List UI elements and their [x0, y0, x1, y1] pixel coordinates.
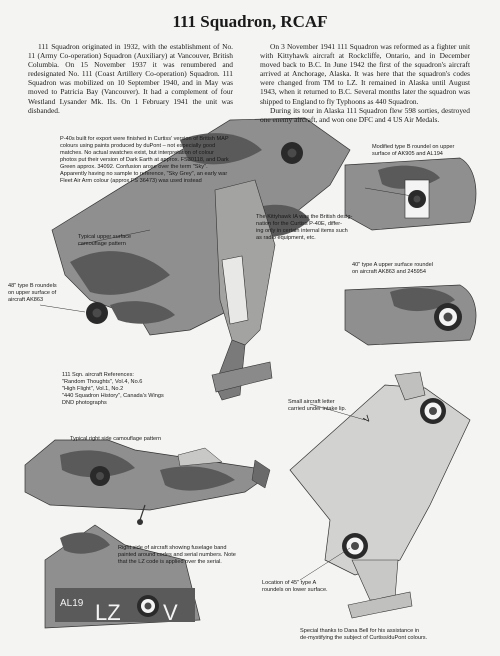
note-modified-roundel: [372, 144, 497, 158]
note-small-letter: [288, 399, 388, 413]
note-line: painted around codes and serial numbers. Note: [118, 552, 236, 558]
note-line: that the LZ code is applied over the serial.: [118, 559, 222, 565]
note-line: Typical upper surface: [78, 234, 132, 240]
note-line: Modified type B roundel on upper: [372, 144, 455, 150]
note-line: DND photographs: [62, 400, 107, 406]
note-typical-upper: [78, 234, 168, 248]
note-line: 111 Sqn. aircraft References:: [62, 372, 134, 378]
note-line: 48" type B roundels: [8, 283, 57, 289]
note-line: de-mystifying the subject of Curtiss/duPont colours.: [300, 635, 428, 641]
p40-right-profile: [25, 440, 270, 525]
note-right-side: [118, 545, 268, 566]
note-references: [62, 372, 222, 407]
wing-detail-type-a-roundel: [345, 285, 476, 345]
note-line: carried under intake lip.: [288, 406, 347, 412]
note-line: nation for the Curtiss P-40E, differ-: [256, 221, 343, 227]
note-line: Location of 45" type A: [262, 580, 317, 586]
note-line: on upper surface of: [8, 290, 57, 296]
note-line: Apparently having no sample to reference, "Sky Grey", an early war: [60, 171, 228, 177]
aircraft-letter-text: V: [163, 600, 178, 625]
note-line: P-40s built for export were finished in Curtiss' version of British MAP: [60, 136, 229, 142]
note-location-45: [262, 580, 362, 594]
note-line: as radio equipment, etc.: [256, 235, 316, 241]
page-title: 111 Squadron, RCAF: [172, 12, 328, 31]
note-typical-right: [70, 436, 230, 443]
note-line: "High Flight", Vol.1, No.2: [62, 386, 124, 392]
note-type-a-40: [352, 262, 492, 276]
note-line: surface of AK905 and AL194: [372, 151, 443, 157]
nose-letter: V: [361, 413, 373, 425]
note-line: on aircraft AK863 and 245954: [352, 269, 427, 275]
right-paragraph: During its tour in Alaska 111 Squadron flew 598 sorties, destroyed one enemy aircraft, and won one DFC and 4 US Air Medals.: [260, 105, 470, 124]
note-line: Small aircraft letter: [288, 399, 335, 405]
note-line: Typical right side camouflage pattern: [70, 436, 162, 442]
note-line: Special thanks to Dana Bell for his assistance in: [300, 628, 420, 634]
note-line: "440 Squadron History", Canada's Wings: [62, 393, 164, 399]
note-line: camouflage pattern: [78, 241, 126, 247]
left-column-text: [28, 42, 233, 115]
note-line: matches. No actual swatches exist, but interpretation of colour: [60, 150, 214, 156]
note-line: 40" type A upper surface roundel: [352, 262, 433, 268]
serial-text: AL19: [60, 598, 84, 609]
right-paragraph: On 3 November 1941 111 Squadron was reformed as a fighter unit with Kittyhawk aircraft at Rockcliffe, Ontario, and in December moved back to B.C. In June 1942 the first of the squadron's aircraft arrived at Anchorage, Alaska. It was here that the squadron's codes were changed from TM to LZ. It remained in Alaska until August 1943, when it returned to B.C. Several months later the squadron was shipped to England to fly Typhoons as 440 Squadron.: [260, 42, 470, 106]
note-line: ing only in certain internal items such: [256, 228, 348, 234]
note-line: The Kittyhawk IA was the British desig-: [256, 214, 353, 220]
note-line: Right side of aircraft showing fuselage band: [118, 545, 227, 551]
note-line: Fleet Air Arm colour (approx FS 36473) was used instead: [60, 178, 202, 184]
tail-band-detail: [45, 525, 200, 628]
right-column-text: [260, 42, 470, 124]
note-line: photos put their version of Dark Earth at approx. FS30118, and Dark: [60, 157, 229, 163]
note-thanks: [300, 628, 498, 642]
left-paragraph: 111 Squadron originated in 1932, with the establishment of No. 11 (Army Co-operation) Squadron (Auxiliary) at Vancouver, British Columbia. On 15 November 1937 it was renumbered and redesignated No. 111 (Coast Artillery Co-operation) Squadron. 111 Squadron was mobilized on 10 September 1940, and in May was moved to Patricia Bay (Vancouver). It had a complement of four Westland Lysander Mk. IIs. On 1 February 1941 the unit was disbanded.: [28, 42, 233, 115]
note-p40-colours: [60, 136, 270, 185]
note-line: "Random Thoughts", Vol.4, No.6: [62, 379, 143, 385]
note-line: aircraft AK863: [8, 297, 44, 303]
note-kittyhawk: [256, 214, 386, 242]
note-roundels-48: [8, 283, 88, 304]
note-line: roundels on lower surface.: [262, 587, 328, 593]
note-line: colours using paints produced by duPont – not especially good: [60, 143, 216, 149]
code-letters-text: LZ: [95, 600, 121, 625]
note-line: Green approx. 34092. Confusion arose over the term "Sky".: [60, 164, 208, 170]
